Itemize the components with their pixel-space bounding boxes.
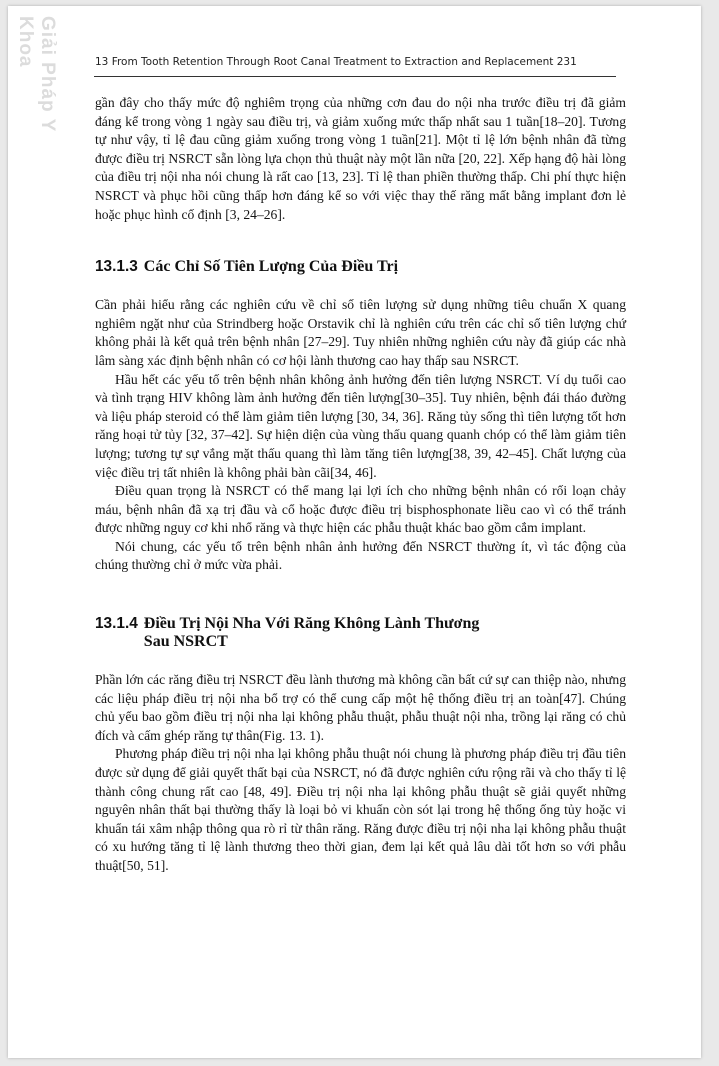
section-number: 13.1.4 <box>95 615 138 633</box>
section-1-paragraph-3: Điều quan trọng là NSRCT có thể mang lại lợi ích cho những bệnh nhân có rối loạn chảy máu, bệnh nhân đã xạ trị đầu và cổ hoặc được điều trị bisphosphonate liều cao vì có thể tránh được những nguy cơ khi nhổ răng và thực hiện các phẫu thuật khác bao gồm cắm implant. <box>95 483 626 536</box>
section-1-paragraph-1: Cần phải hiểu rằng các nghiên cứu về chỉ số tiên lượng sử dụng những tiêu chuẩn X quang nghiêm ngặt như của Strindberg hoặc Orstavik chỉ là nghiên cứu trên các chỉ số tiên lượng chứ không phải là kết quả trên bệnh nhân [27–29]. Tuy nhiên những nghiên cứu này đã giúp các nhà lâm sàng xác định bệnh nhân có cơ hội lành thương cao hay thấp sau NSRCT. <box>95 297 626 368</box>
section-heading-13-1-3 <box>95 258 626 276</box>
section-1-paragraph-2: Hầu hết các yếu tố trên bệnh nhân không ảnh hưởng đến tiên lượng NSRCT. Ví dụ tuổi cao và tình trạng HIV không làm ảnh hưởng đến tiên lượng[30–35]. Tuy nhiên, bệnh đái tháo đường và liệu pháp steroid có thể làm giảm tiên lượng [30, 34, 36]. Răng tủy sống thì tiên lượng tốt hơn răng hoại tử tủy [32, 37–42]. Sự hiện diện của vùng thấu quang quanh chóp có thể làm giảm tiên lượng; tương tự sự vắng mặt thấu quang thì làm tăng tiên lượng[38, 39, 42–45]. Chất lượng của việc điều trị tất nhiên là không phải bàn cãi[34, 46]. <box>95 371 626 480</box>
section-2-paragraph-2: Phương pháp điều trị nội nha lại không phẫu thuật nói chung là phương pháp điều trị đầu tiên được sử dụng để giải quyết thất bại của NSRCT, nó đã được nghiên cứu rộng rãi và cho thấy tỉ lệ thành công chung rất cao [48, 49]. Điều trị nội nha lại không phẫu thuật sẽ giải quyết những nguyên nhân thất bại thường thấy là loại bỏ vi khuẩn còn sót lại trong hệ thống ống tủy hoặc vi khuẩn tái xâm nhập thông qua rò rỉ từ thân răng. Răng được điều trị nội nha lại không phẫu thuật có xu hướng tăng tỉ lệ lành thương theo thời gian, đem lại kết quả lâu dài tốt hơn so với phẫu thuật[50, 51]. <box>95 746 626 873</box>
header-rule <box>94 76 616 77</box>
section-1-paragraph-4: Nói chung, các yếu tố trên bệnh nhân ảnh hưởng đến NSRCT thường ít, vì tác động của chúng thường chỉ ở mức vừa phải. <box>95 538 626 573</box>
running-head: 13 From Tooth Retention Through Root Canal Treatment to Extraction and Replacement 231 <box>95 56 577 68</box>
intro-paragraph: gần đây cho thấy mức độ nghiêm trọng của những cơn đau do nội nha trước điều trị đã giảm đáng kể trong vòng 1 ngày sau điều trị, và giảm xuống mức thấp nhất sau 1 tuần[18–20]. Tương tự như vậy, tỉ lệ đau cũng giảm xuống trong vòng 1 tuần[21]. Một tỉ lệ lớn bệnh nhân đã từng được điều trị NSRCT sẵn lòng lựa chọn thủ thuật này một lần nữa [20, 22]. Xếp hạng độ hài lòng của điều trị nội nha nói chung là rất cao [13, 23]. Tỉ lệ than phiền thường thấp. Chi phí thực hiện NSRCT và phục hồi cũng thấp hơn đáng kể so với việc thay thế răng mất bằng implant đơn lẻ hoặc phục hình cố định [3, 24–26]. <box>95 95 626 222</box>
section-heading-13-1-4 <box>95 615 626 651</box>
page-body <box>95 94 626 876</box>
section-number: 13.1.3 <box>95 258 138 276</box>
section-2-paragraph-1: Phần lớn các răng điều trị NSRCT đều lành thương mà không cần bất cứ sự can thiệp nào, nhưng các liệu pháp điều trị nội nha bổ trợ có thể cung cấp một hệ thống điều trị an toàn[47]. Chúng chủ yếu bao gồm điều trị nội nha lại không phẫu thuật, phẫu thuật nội nha, trồng lại răng có chủ đích và cấm ghép răng tự thân(Fig. 13. 1). <box>95 672 626 743</box>
document-page <box>8 6 701 1058</box>
section-title: Các Chỉ Số Tiên Lượng Của Điều Trị <box>143 258 399 276</box>
watermark: Giải Pháp Y Khoa <box>15 16 58 132</box>
section-title: Điều Trị Nội Nha Với Răng Không Lành Thương Sau NSRCT <box>143 615 480 651</box>
